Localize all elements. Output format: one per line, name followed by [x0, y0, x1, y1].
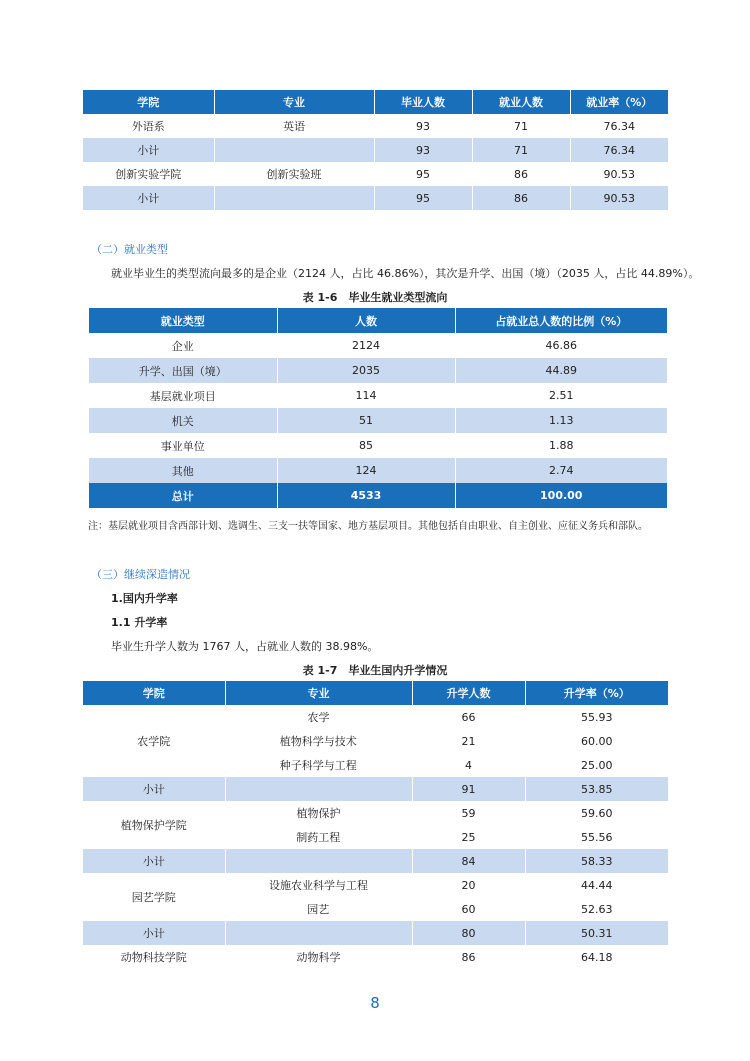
table-row	[83, 873, 668, 897]
cell-major	[225, 849, 412, 873]
cell-study-count: 59	[412, 801, 525, 825]
cell-total-count: 4533	[277, 483, 455, 508]
cell-study-count: 21	[412, 729, 525, 753]
cell-employed: 71	[472, 114, 570, 138]
cell-graduates: 95	[374, 162, 472, 186]
header-employed: 就业人数	[472, 90, 570, 114]
cell-graduates: 95	[374, 186, 472, 210]
table-row	[89, 383, 667, 408]
cell-major	[214, 138, 374, 162]
cell-college: 创新实验学院	[83, 162, 214, 186]
cell-type: 升学、出国（境）	[89, 358, 277, 383]
cell-study-rate: 25.00	[525, 753, 668, 777]
cell-share: 2.51	[455, 383, 667, 408]
cell-major	[225, 921, 412, 945]
header-major: 专业	[225, 681, 412, 705]
cell-employed: 86	[472, 162, 570, 186]
cell-total-share: 100.00	[455, 483, 667, 508]
table-note: 注：基层就业项目含西部计划、选调生、三支一扶等国家、地方基层项目。其他包括自由职业、自主创业、应征义务兵和部队。	[88, 521, 648, 532]
cell-college: 园艺学院	[83, 873, 225, 921]
cell-rate: 90.53	[570, 186, 668, 210]
header-study-count: 升学人数	[412, 681, 525, 705]
cell-count: 85	[277, 433, 455, 458]
table-row	[89, 333, 667, 358]
cell-major	[214, 186, 374, 210]
cell-employed: 71	[472, 138, 570, 162]
domestic-study-table	[83, 681, 668, 969]
cell-count: 51	[277, 408, 455, 433]
cell-major	[225, 777, 412, 801]
cell-major: 制药工程	[225, 825, 412, 849]
cell-study-rate: 52.63	[525, 897, 668, 921]
cell-employed: 86	[472, 186, 570, 210]
table-row	[83, 705, 668, 729]
cell-study-count: 25	[412, 825, 525, 849]
cell-college: 农学院	[83, 705, 225, 777]
cell-rate: 76.34	[570, 114, 668, 138]
cell-major: 创新实验班	[214, 162, 374, 186]
subtotal-row	[83, 138, 668, 162]
cell-study-count: 66	[412, 705, 525, 729]
cell-study-count: 60	[412, 897, 525, 921]
cell-college: 小计	[83, 849, 225, 873]
cell-study-rate: 58.33	[525, 849, 668, 873]
employment-type-table	[89, 308, 667, 508]
cell-rate: 90.53	[570, 162, 668, 186]
cell-study-count: 80	[412, 921, 525, 945]
cell-count: 124	[277, 458, 455, 483]
cell-major: 设施农业科学与工程	[225, 873, 412, 897]
table-row	[83, 114, 668, 138]
section-heading-employment-type: （二）就业类型	[91, 243, 168, 256]
table-row	[83, 162, 668, 186]
cell-count: 114	[277, 383, 455, 408]
cell-share: 46.86	[455, 333, 667, 358]
header-employment-rate: 就业率（%）	[570, 90, 668, 114]
subtotal-row	[83, 849, 668, 873]
cell-study-rate: 44.44	[525, 873, 668, 897]
cell-study-rate: 55.56	[525, 825, 668, 849]
cell-share: 1.88	[455, 433, 667, 458]
cell-major: 英语	[214, 114, 374, 138]
table-row	[89, 358, 667, 383]
cell-type: 事业单位	[89, 433, 277, 458]
table-row	[83, 801, 668, 825]
header-share: 占就业总人数的比例（%）	[455, 308, 667, 333]
table-caption-1-6: 表 1-6 毕业生就业类型流向	[302, 291, 448, 304]
cell-type: 基层就业项目	[89, 383, 277, 408]
cell-share: 44.89	[455, 358, 667, 383]
subtotal-row	[83, 777, 668, 801]
cell-major: 植物科学与技术	[225, 729, 412, 753]
cell-major: 园艺	[225, 897, 412, 921]
cell-college: 植物保护学院	[83, 801, 225, 849]
header-major: 专业	[214, 90, 374, 114]
table-header-row	[89, 308, 667, 333]
table-header-row	[83, 681, 668, 705]
further-study-paragraph: 毕业生升学人数为 1767 人，占就业人数的 38.98%。	[111, 640, 379, 653]
cell-share: 1.13	[455, 408, 667, 433]
header-college: 学院	[83, 90, 214, 114]
cell-study-rate: 53.85	[525, 777, 668, 801]
table-row	[89, 458, 667, 483]
subtotal-row	[83, 186, 668, 210]
cell-college: 动物科技学院	[83, 945, 225, 969]
cell-study-rate: 55.93	[525, 705, 668, 729]
cell-college: 小计	[83, 777, 225, 801]
cell-study-rate: 60.00	[525, 729, 668, 753]
cell-major: 动物科学	[225, 945, 412, 969]
table-row	[89, 408, 667, 433]
cell-college: 小计	[83, 921, 225, 945]
table-row	[83, 945, 668, 969]
subtotal-row	[83, 921, 668, 945]
table-header-row	[83, 90, 668, 114]
cell-study-count: 91	[412, 777, 525, 801]
cell-major: 植物保护	[225, 801, 412, 825]
cell-study-count: 84	[412, 849, 525, 873]
section-heading-further-study: （三）继续深造情况	[91, 568, 190, 581]
subheading-domestic-rate: 1.国内升学率	[111, 592, 178, 605]
page-number: 8	[370, 994, 380, 1012]
cell-college: 小计	[83, 186, 214, 210]
cell-study-count: 4	[412, 753, 525, 777]
cell-study-rate: 50.31	[525, 921, 668, 945]
cell-count: 2035	[277, 358, 455, 383]
employment-type-paragraph: 就业毕业生的类型流向最多的是企业（2124 人，占比 46.86%），其次是升学、出国（境）（2035 人，占比 44.89%）。	[111, 267, 700, 280]
cell-college: 小计	[83, 138, 214, 162]
cell-graduates: 93	[374, 114, 472, 138]
cell-major: 农学	[225, 705, 412, 729]
total-row	[89, 483, 667, 508]
cell-graduates: 93	[374, 138, 472, 162]
cell-study-rate: 64.18	[525, 945, 668, 969]
header-study-rate: 升学率（%）	[525, 681, 668, 705]
cell-total-label: 总计	[89, 483, 277, 508]
cell-type: 机关	[89, 408, 277, 433]
table-caption-1-7: 表 1-7 毕业生国内升学情况	[302, 664, 448, 677]
cell-study-rate: 59.60	[525, 801, 668, 825]
cell-study-count: 20	[412, 873, 525, 897]
cell-type: 企业	[89, 333, 277, 358]
cell-college: 外语系	[83, 114, 214, 138]
subheading-rate: 1.1 升学率	[111, 616, 168, 629]
cell-count: 2124	[277, 333, 455, 358]
cell-rate: 76.34	[570, 138, 668, 162]
college-employment-table	[83, 90, 668, 210]
header-college: 学院	[83, 681, 225, 705]
header-graduates: 毕业人数	[374, 90, 472, 114]
header-count: 人数	[277, 308, 455, 333]
table-row	[89, 433, 667, 458]
cell-type: 其他	[89, 458, 277, 483]
cell-major: 种子科学与工程	[225, 753, 412, 777]
cell-share: 2.74	[455, 458, 667, 483]
header-employment-type: 就业类型	[89, 308, 277, 333]
cell-study-count: 86	[412, 945, 525, 969]
